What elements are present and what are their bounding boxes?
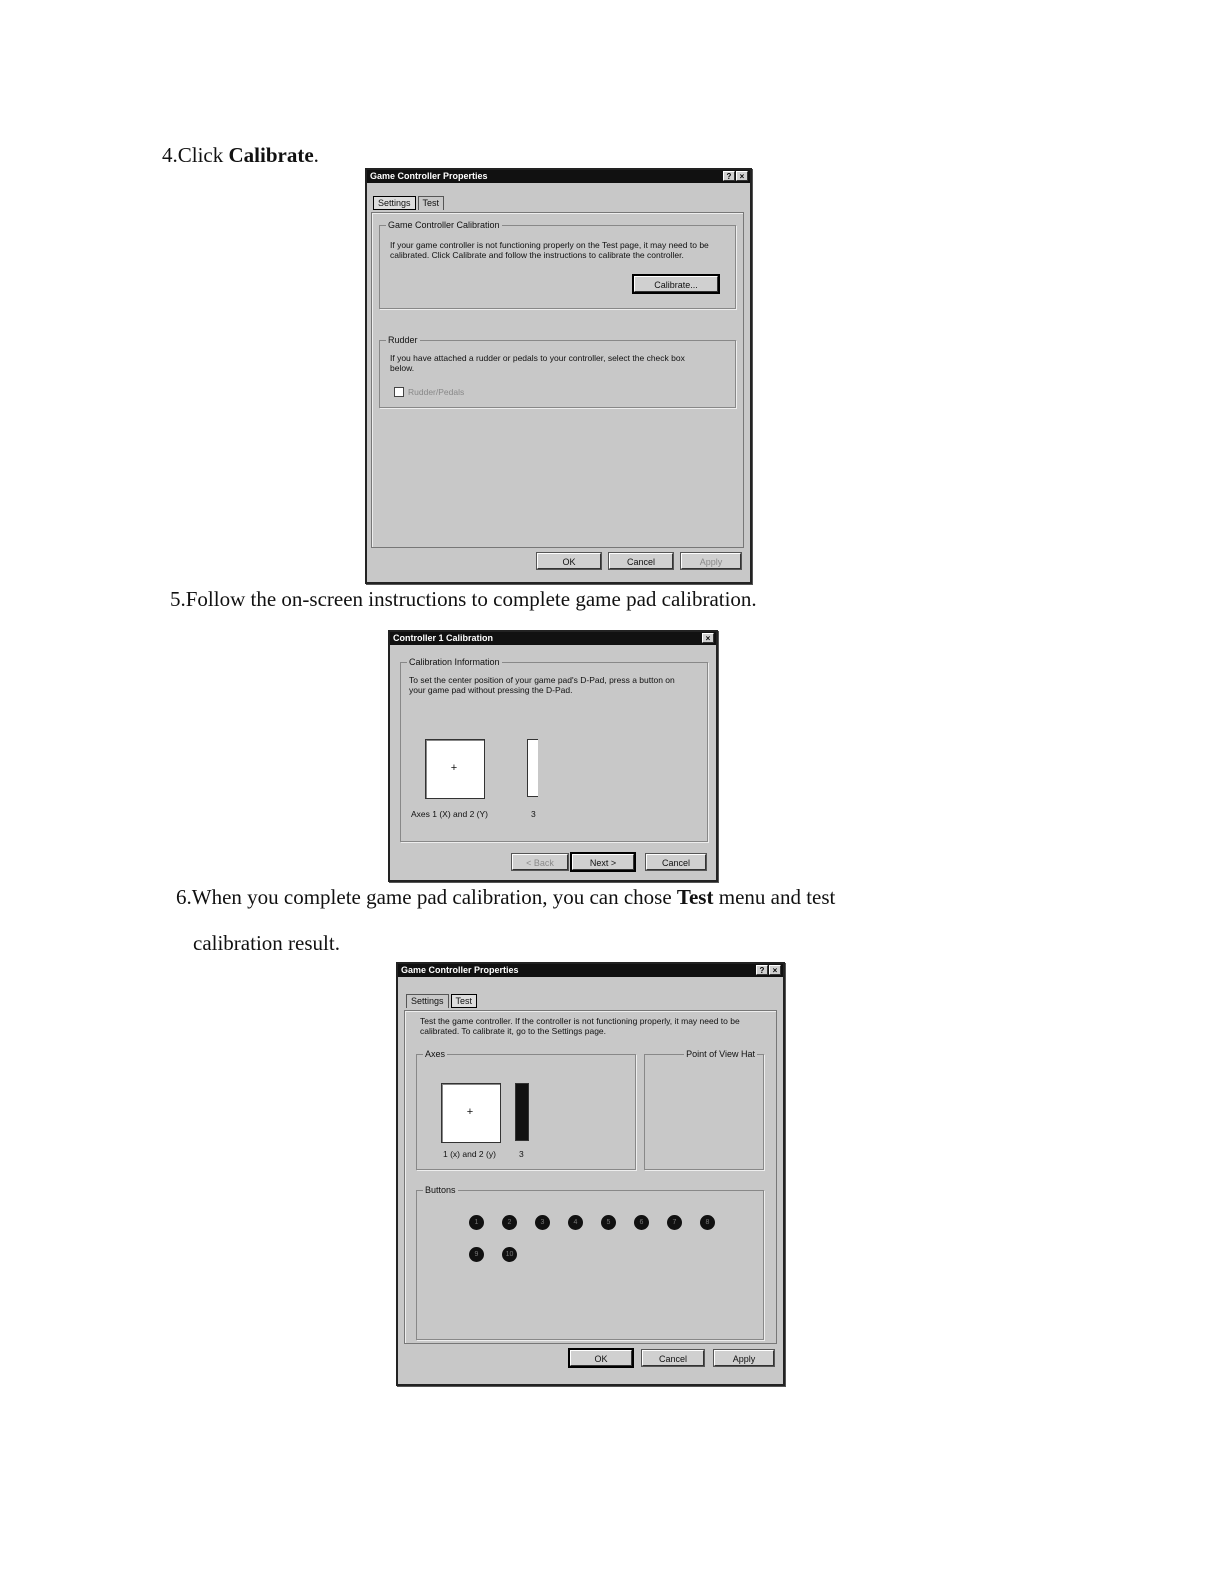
step-4-bold: Calibrate <box>228 143 314 167</box>
step-6-instruction <box>176 884 835 911</box>
step-4-instruction <box>162 142 319 169</box>
tab-settings[interactable]: Settings <box>406 994 449 1008</box>
close-icon[interactable]: × <box>736 171 748 181</box>
apply-button[interactable]: Apply <box>714 1350 774 1366</box>
axis-3-bar <box>515 1083 529 1141</box>
dialog-title: Game Controller Properties <box>401 965 519 975</box>
step-6-prefix: 6.When you complete game pad calibration, you can chose <box>176 885 677 909</box>
game-button-indicator: 9 <box>469 1247 484 1262</box>
step-6-suffix: menu and test <box>713 885 836 909</box>
tab-settings[interactable]: Settings <box>373 196 416 210</box>
buttons-legend: Buttons <box>425 1185 456 1195</box>
xy-axis-label: Axes 1 (X) and 2 (Y) <box>411 809 489 819</box>
close-icon[interactable]: × <box>769 965 781 975</box>
dialog-title-bar <box>390 632 716 645</box>
next-button[interactable]: Next > <box>572 854 634 870</box>
pov-hat-legend: Point of View Hat <box>686 1049 755 1059</box>
crosshair-icon: + <box>466 1106 474 1118</box>
step-6-bold: Test <box>676 885 714 909</box>
xy-axis-box <box>425 739 485 799</box>
rudder-checkbox-label: Rudder/Pedals <box>408 387 465 397</box>
axes-legend: Axes <box>425 1049 446 1059</box>
calibration-info-legend: Calibration Information <box>409 657 500 667</box>
controller-calibration-dialog <box>388 630 718 882</box>
calibration-info-text: To set the center position of your game pad's D-Pad, press a button on your game pad without pressing the D-Pad. <box>409 675 675 695</box>
pov-hat-group <box>644 1049 764 1170</box>
axis-3-bar <box>527 739 538 797</box>
game-controller-properties-settings-dialog <box>365 168 752 584</box>
step-6-instruction-line2: calibration result. <box>193 931 340 955</box>
step-5-instruction: 5.Follow the on-screen instructions to complete game pad calibration. <box>170 587 757 611</box>
dialog-title-bar <box>367 170 750 183</box>
ok-button[interactable]: OK <box>537 553 601 569</box>
calibration-info-group <box>400 657 708 842</box>
game-button-indicator: 4 <box>568 1215 583 1230</box>
game-button-indicator: 7 <box>667 1215 682 1230</box>
tab-test[interactable]: Test <box>418 196 445 210</box>
game-button-indicator: 5 <box>601 1215 616 1230</box>
help-icon[interactable]: ? <box>723 171 735 181</box>
cancel-button[interactable]: Cancel <box>642 1350 704 1366</box>
xy-axis-label: 1 (x) and 2 (y) <box>443 1149 496 1159</box>
help-icon[interactable]: ? <box>756 965 768 975</box>
axes-group <box>416 1049 636 1170</box>
game-button-indicator: 2 <box>502 1215 517 1230</box>
game-button-indicator: 1 <box>469 1215 484 1230</box>
game-button-indicator: 3 <box>535 1215 550 1230</box>
calibration-group-text: If your game controller is not functioning properly on the Test page, it may need to be calibrated. Click Calibrate and follow the instructions to calibrate the controller. <box>390 240 709 260</box>
test-intro-text: Test the game controller. If the controller is not functioning properly, it may need to be calibrated. To calibrate it, go to the Settings page. <box>420 1016 740 1036</box>
calibrate-button[interactable]: Calibrate... <box>634 276 718 292</box>
step-4-prefix: 4.Click <box>162 143 229 167</box>
cancel-button[interactable]: Cancel <box>609 553 673 569</box>
rudder-group <box>379 335 736 408</box>
axis-3-fill <box>516 1084 528 1140</box>
game-controller-properties-test-dialog <box>396 962 785 1386</box>
game-buttons <box>417 1191 763 1339</box>
crosshair-icon: + <box>450 762 458 774</box>
axis-3-label: 3 <box>531 809 536 819</box>
axis-3-label: 3 <box>519 1149 524 1159</box>
rudder-group-legend: Rudder <box>388 335 418 345</box>
tab-test[interactable]: Test <box>451 994 478 1008</box>
game-button-indicator: 6 <box>634 1215 649 1230</box>
dialog-title: Controller 1 Calibration <box>393 633 494 643</box>
rudder-group-text: If you have attached a rudder or pedals to your controller, select the check box below. <box>390 353 685 373</box>
ok-button[interactable]: OK <box>570 1350 632 1366</box>
xy-axis-box <box>441 1083 501 1143</box>
rudder-checkbox[interactable] <box>394 387 404 397</box>
back-button[interactable]: < Back <box>512 854 568 870</box>
cancel-button[interactable]: Cancel <box>646 854 706 870</box>
dialog-title-bar <box>398 964 783 977</box>
step-4-suffix: . <box>313 143 319 167</box>
apply-button[interactable]: Apply <box>681 553 741 569</box>
calibration-group <box>379 220 736 309</box>
dialog-title: Game Controller Properties <box>370 171 488 181</box>
close-icon[interactable]: × <box>702 633 714 643</box>
calibration-group-legend: Game Controller Calibration <box>388 220 500 230</box>
buttons-group <box>416 1185 764 1340</box>
game-button-indicator: 10 <box>502 1247 517 1262</box>
game-button-indicator: 8 <box>700 1215 715 1230</box>
